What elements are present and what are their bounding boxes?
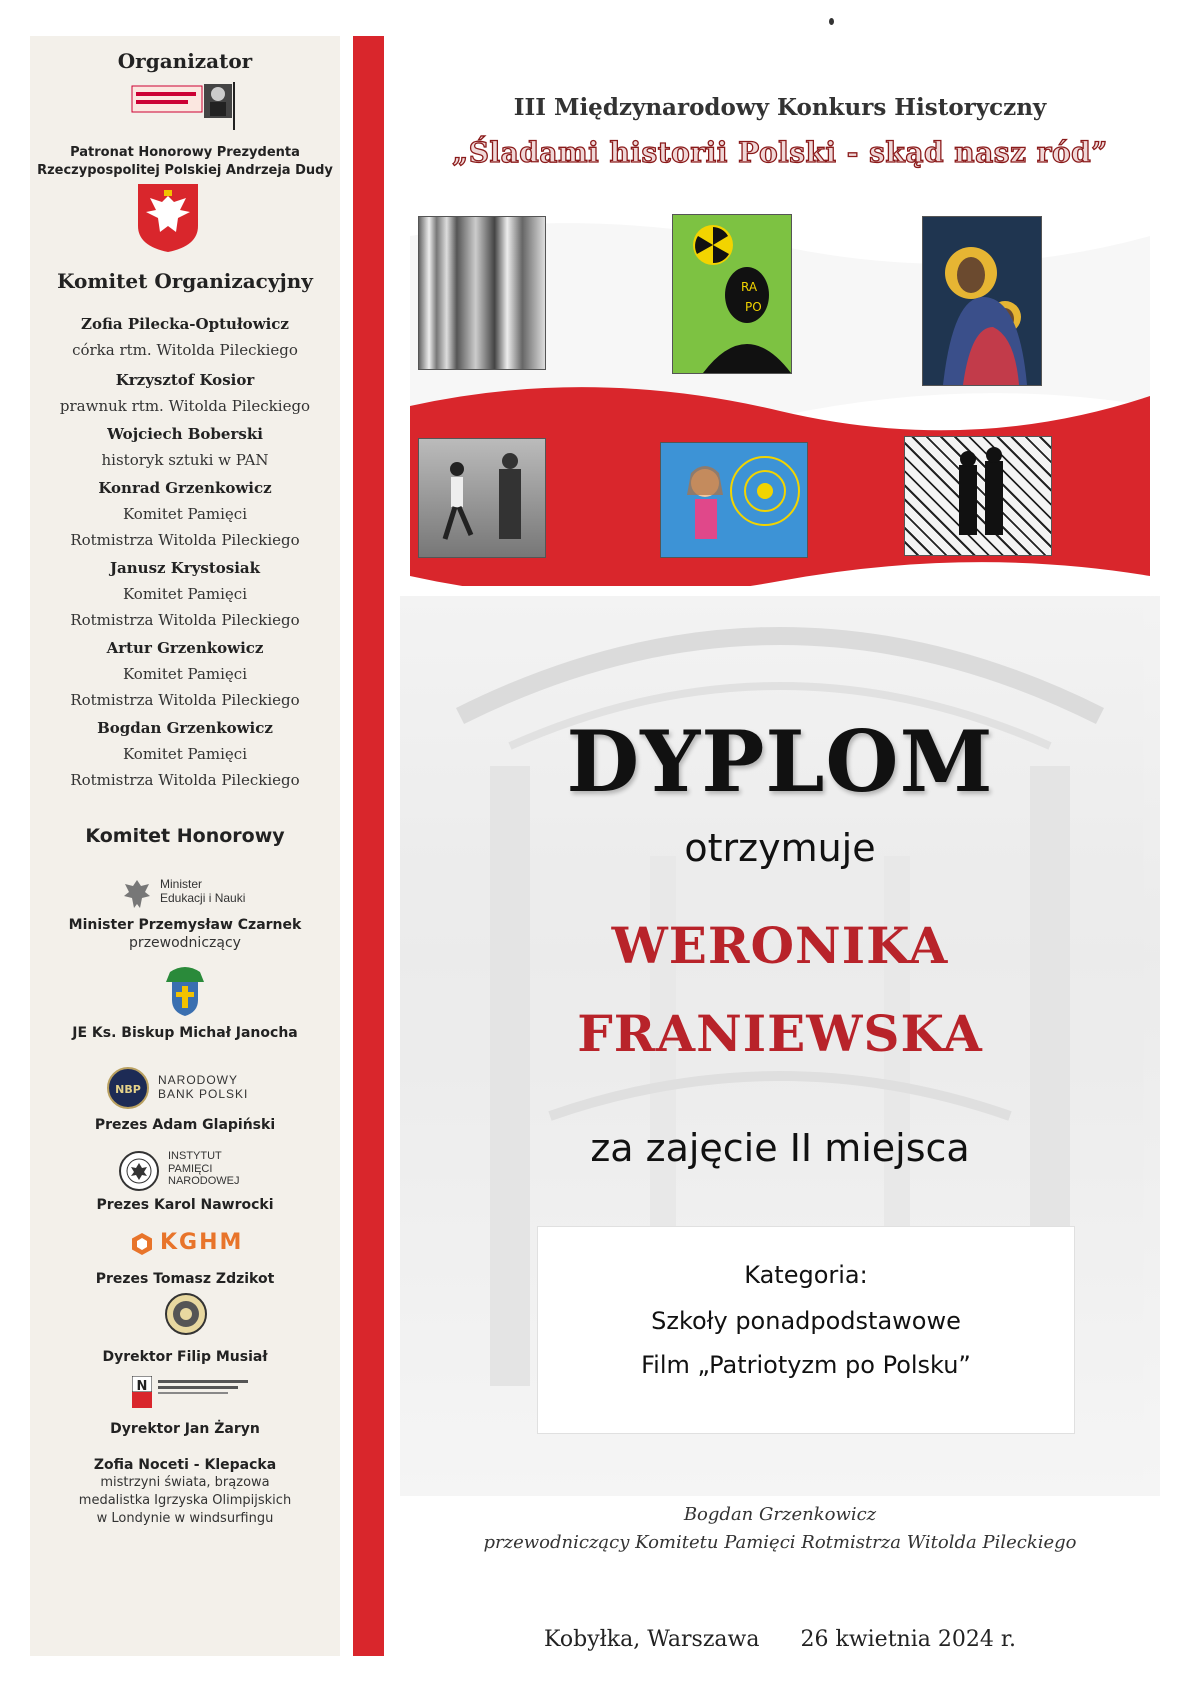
institute-logo <box>132 1376 252 1412</box>
issue-place: Kobyłka, Warszawa <box>544 1627 760 1652</box>
organizer-heading: Organizator <box>117 49 253 73</box>
kghm-logo: KGHM <box>130 1230 260 1260</box>
category-label: Kategoria: <box>744 1261 868 1289</box>
honor-member-role: mistrzyni świata, brązowa <box>100 1475 270 1490</box>
committee-member-name: Bogdan Grzenkowicz <box>97 719 273 737</box>
recipient-last-name: FRANIEWSKA <box>577 1004 983 1063</box>
scan-mark <box>829 18 834 25</box>
honor-member-name: Dyrektor Jan Żaryn <box>110 1421 260 1437</box>
honor-member-name: Prezes Karol Nawrocki <box>96 1197 274 1213</box>
nbp-logo: NBP NARODOWY BANK POLSKI <box>106 1066 276 1110</box>
category-line: Szkoły ponadpodstawowe <box>651 1307 961 1335</box>
svg-text:NBP: NBP <box>115 1083 141 1096</box>
committee-member-role: córka rtm. Witolda Pileckiego <box>72 341 298 359</box>
committee-heading: Komitet Organizacyjny <box>57 269 313 293</box>
svg-text:N: N <box>136 1379 148 1394</box>
category-box <box>537 1226 1075 1434</box>
committee-member-role: historyk sztuki w PAN <box>101 451 269 469</box>
honor-member-name: Prezes Tomasz Zdzikot <box>95 1271 275 1287</box>
sidebar <box>30 36 340 1656</box>
diploma-title: DYPLOM <box>566 712 994 811</box>
eagle-icon <box>122 876 152 912</box>
committee-member-role: Rotmistrza Witolda Pileckiego <box>70 531 300 549</box>
seal-icon <box>164 1292 208 1336</box>
flag-photo-collage <box>410 216 1170 586</box>
committee-member-name: Krzysztof Kosior <box>115 371 255 389</box>
signatory-name: Bogdan Grzenkowicz <box>683 1504 877 1525</box>
honor-member-role: medalistka Igrzyska Olimpijskich <box>78 1493 292 1508</box>
polish-eagle-emblem-icon <box>136 182 200 254</box>
patronage-line-2: Rzeczypospolitej Polskiej Andrzeja Dudy <box>37 163 333 178</box>
committee-member-name: Janusz Krystosiak <box>109 559 261 577</box>
place-date <box>390 1627 1170 1652</box>
committee-member-role: prawnuk rtm. Witolda Pileckiego <box>59 397 311 415</box>
committee-member-role: Rotmistrza Witolda Pileckiego <box>70 771 300 789</box>
signatory-title: przewodniczący Komitetu Pamięci Rotmistrza Witolda Pileckiego <box>483 1532 1077 1553</box>
ministry-logo: Minister Edukacji i Nauki <box>122 876 272 916</box>
receives-label: otrzymuje <box>684 826 876 870</box>
photo-madonna-icon <box>922 216 1042 386</box>
honor-member-name: JE Ks. Biskup Michał Janocha <box>72 1025 298 1041</box>
committee-member-role: Komitet Pamięci <box>122 745 247 763</box>
contest-title: III Międzynarodowy Konkurs Historyczny <box>513 94 1047 121</box>
flag-n-icon <box>132 1376 152 1408</box>
committee-member-role: Rotmistrza Witolda Pileckiego <box>70 611 300 629</box>
award-place: za zajęcie II miejsca <box>590 1126 970 1170</box>
organizer-logo <box>130 82 242 132</box>
honor-member-name: Zofia Noceti - Klepacka <box>93 1457 277 1473</box>
photo-birch-memorial <box>418 216 546 370</box>
diploma-main <box>390 36 1170 1656</box>
photo-snow-couple <box>904 436 1052 556</box>
svg-text:RA: RA <box>741 280 758 294</box>
committee-member-name: Konrad Grzenkowicz <box>98 479 272 497</box>
ipn-seal-icon <box>118 1150 160 1192</box>
bishop-coat-of-arms-icon <box>160 964 210 1020</box>
committee-member-role: Rotmistrza Witolda Pileckiego <box>70 691 300 709</box>
recipient-first-name: WERONIKA <box>611 916 949 975</box>
issue-date: 26 kwietnia 2024 r. <box>800 1627 1016 1652</box>
red-divider-bar <box>353 36 384 1656</box>
honor-member-role: przewodniczący <box>129 935 241 951</box>
photo-child-drawing <box>660 442 808 558</box>
honor-member-name: Dyrektor Filip Musiał <box>102 1349 268 1365</box>
photo-radiation-poster <box>672 214 792 374</box>
svg-text:PO: PO <box>745 300 762 314</box>
kghm-hex-icon <box>130 1232 154 1256</box>
committee-member-name: Zofia Pilecka-Optułowicz <box>81 315 289 333</box>
nbp-coin-icon <box>106 1066 150 1110</box>
committee-member-name: Wojciech Boberski <box>107 425 263 443</box>
committee-member-role: Komitet Pamięci <box>122 505 247 523</box>
category-line: Film „Patriotyzm po Polsku” <box>641 1351 971 1379</box>
honor-member-name: Prezes Adam Glapiński <box>94 1117 276 1133</box>
photo-runner <box>418 438 546 558</box>
contest-subtitle: „Śladami historii Polski - skąd nasz ród” <box>452 136 1108 169</box>
patronage-line-1: Patronat Honorowy Prezydenta <box>70 145 300 160</box>
committee-member-role: Komitet Pamięci <box>122 585 247 603</box>
ipn-logo: INSTYTUT PAMIĘCI NARODOWEJ <box>118 1148 268 1194</box>
honor-member-name: Minister Przemysław Czarnek <box>68 917 302 933</box>
honor-member-role: w Londynie w windsurfingu <box>96 1511 274 1526</box>
committee-member-role: Komitet Pamięci <box>122 665 247 683</box>
honor-heading: Komitet Honorowy <box>85 825 285 847</box>
committee-member-name: Artur Grzenkowicz <box>106 639 264 657</box>
